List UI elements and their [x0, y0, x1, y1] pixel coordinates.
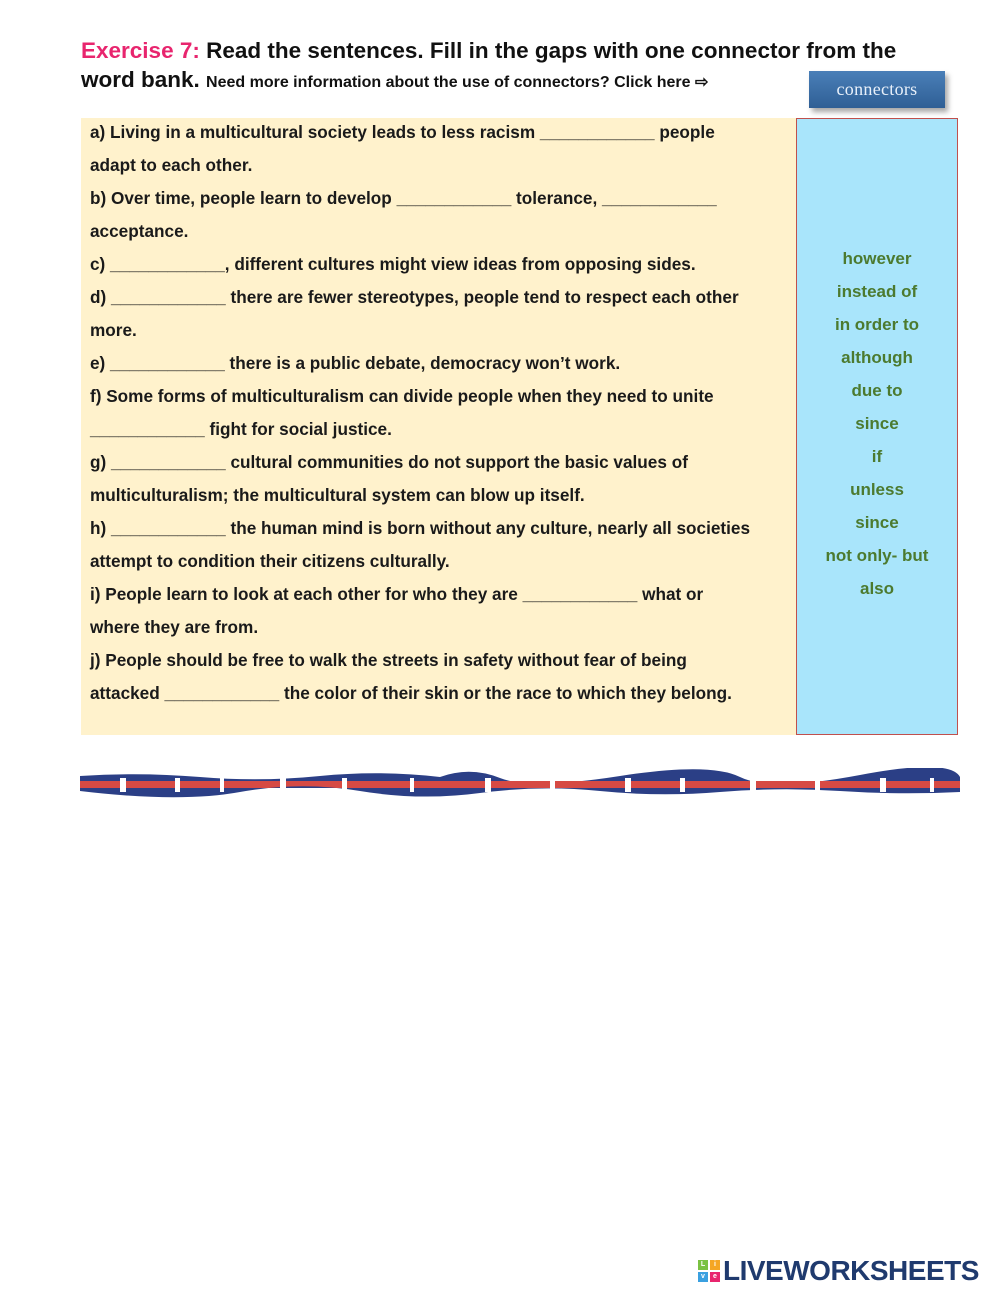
sentence-line: b) Over time, people learn to develop ____________ tolerance, ____________ — [90, 188, 717, 208]
sentence-line: attempt to condition their citizens culturally. — [90, 551, 450, 571]
connectors-button[interactable]: connectors — [809, 71, 945, 108]
sentence-line: f) Some forms of multiculturalism can divide people when they need to unite — [90, 386, 714, 406]
word-bank-item: although — [841, 348, 913, 367]
word-bank-item: since — [855, 513, 899, 532]
decorative-divider — [80, 768, 960, 800]
sentence-line: ____________ fight for social justice. — [90, 419, 392, 439]
exercise-label: Exercise 7: — [81, 38, 200, 63]
word-bank-item: if — [871, 447, 883, 466]
instruction-text-cont: word bank. — [81, 67, 200, 92]
word-bank — [796, 118, 958, 735]
sentence-line: i) People learn to look at each other for who they are ____________ what or — [90, 584, 704, 604]
sentence-line: e) ____________ there is a public debate, democracy won’t work. — [90, 353, 621, 373]
word-bank-item: instead of — [836, 282, 918, 301]
word-bank-item: due to — [851, 381, 903, 400]
word-bank-item: in order to — [834, 315, 920, 334]
divider-stripes — [80, 768, 960, 797]
logo-cell: i — [710, 1260, 720, 1270]
logo-text: LIVEWORKSHEETS — [723, 1255, 979, 1286]
word-bank-list — [797, 242, 957, 605]
word-bank-item: however — [842, 249, 912, 268]
logo-cell: L — [698, 1260, 708, 1270]
logo-cell: v — [698, 1272, 708, 1282]
sentence-line: a) Living in a multicultural society leads to less racism ____________ people — [90, 122, 715, 142]
word-bank-item: unless — [850, 480, 904, 499]
sentence-line: h) ____________ the human mind is born without any culture, nearly all societies — [90, 518, 751, 538]
sentences-panel — [81, 118, 796, 735]
more-info-text: Need more information about the use of connectors? Click here ⇨ — [206, 74, 709, 91]
sentence-line: g) ____________ cultural communities do not support the basic values of — [90, 452, 688, 472]
word-bank-item: also — [859, 579, 895, 598]
sentence-line: more. — [90, 320, 137, 340]
instruction-line-1 — [81, 36, 961, 66]
sentence-line: acceptance. — [90, 221, 189, 241]
word-bank-item: not only- but — [825, 546, 929, 565]
sentence-line: j) People should be free to walk the streets in safety without fear of being — [90, 650, 687, 670]
instruction-text: Read the sentences. Fill in the gaps with one connector from the — [199, 38, 897, 63]
sentence-line: where they are from. — [90, 617, 259, 637]
logo-cell: e — [710, 1272, 720, 1282]
word-bank-item: since — [855, 414, 899, 433]
logo-mark — [698, 1260, 720, 1282]
liveworksheets-logo — [698, 1256, 979, 1286]
sentence-line: c) ____________, different cultures might view ideas from opposing sides. — [90, 254, 696, 274]
sentence-line: multiculturalism; the multicultural system can blow up itself. — [90, 485, 585, 505]
sentence-line: adapt to each other. — [90, 155, 253, 175]
sentence-line: d) ____________ there are fewer stereotypes, people tend to respect each other — [90, 287, 739, 307]
sentence-line: attacked ____________ the color of their skin or the race to which they belong. — [90, 683, 732, 703]
